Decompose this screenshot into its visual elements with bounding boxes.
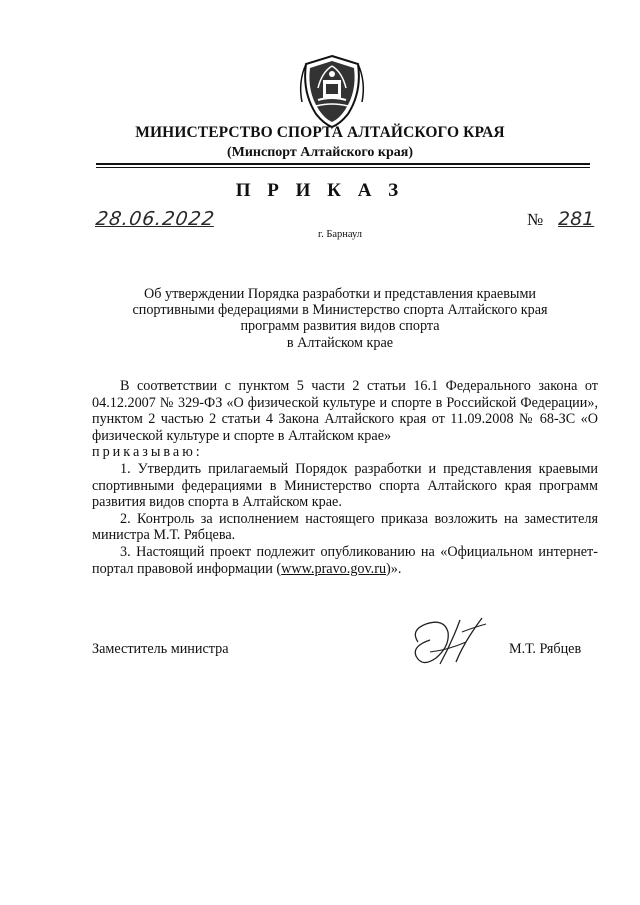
document-type: П Р И К А З bbox=[235, 180, 405, 201]
document-city: г. Барнаул bbox=[317, 229, 363, 240]
header-divider bbox=[96, 163, 590, 165]
header-divider-thin bbox=[96, 167, 590, 168]
preamble-paragraph: В соответствии с пунктом 5 части 2 статьи 16.1 Федерального закона от 04.12.2007 № 329-ФЗ «О физической культуре и спорте в Российской Федерации», пунктом 2 частью 2 статьи 4 Закона Алтайского края от 11.09.2008 № 68-ЗС «О физической культуре и спорте в Алтайском крае» bbox=[92, 378, 598, 444]
pravo-link[interactable]: www.pravo.gov.ru bbox=[281, 560, 387, 577]
subject-line: Об утверждении Порядка разработки и представления краевыми bbox=[143, 286, 537, 302]
order-item-3-suffix: )». bbox=[386, 560, 402, 577]
order-item-1: 1. Утвердить прилагаемый Порядок разработки и представления краевыми спортивными федерациями в Министерство спорта Алтайского края программ развития видов спорта в Алтайском крае. bbox=[92, 460, 598, 511]
signatory-title: Заместитель министра bbox=[92, 641, 229, 657]
subject-line: в Алтайском крае bbox=[286, 334, 394, 351]
order-item-3 bbox=[92, 544, 598, 577]
handwritten-signature-icon bbox=[400, 612, 500, 672]
document-date: 28.06.2022 bbox=[94, 208, 217, 230]
document-number-label: № bbox=[527, 210, 544, 229]
document-subject bbox=[120, 286, 560, 351]
document-number: 281 bbox=[558, 208, 595, 230]
organization-name: МИНИСТЕРСТВО СПОРТА АЛТАЙСКОГО КРАЯ bbox=[135, 124, 505, 141]
document-body bbox=[92, 378, 598, 577]
organization-short-name: (Минспорт Алтайского края) bbox=[226, 145, 414, 160]
coat-of-arms-icon bbox=[296, 52, 368, 130]
subject-line: программ развития видов спорта bbox=[240, 318, 440, 335]
subject-line: спортивными федерациями в Министерство спорта Алтайского края bbox=[132, 302, 548, 319]
signatory-name: М.Т. Рябцев bbox=[509, 641, 582, 657]
order-word: приказываю: bbox=[92, 444, 203, 461]
order-item-3-prefix: 3. Настоящий проект подлежит опубликованию на «Официальном интернет-портал правовой информации ( bbox=[92, 543, 598, 577]
order-item-2: 2. Контроль за исполнением настоящего приказа возложить на заместителя министра М.Т. Рябцева. bbox=[92, 510, 598, 544]
